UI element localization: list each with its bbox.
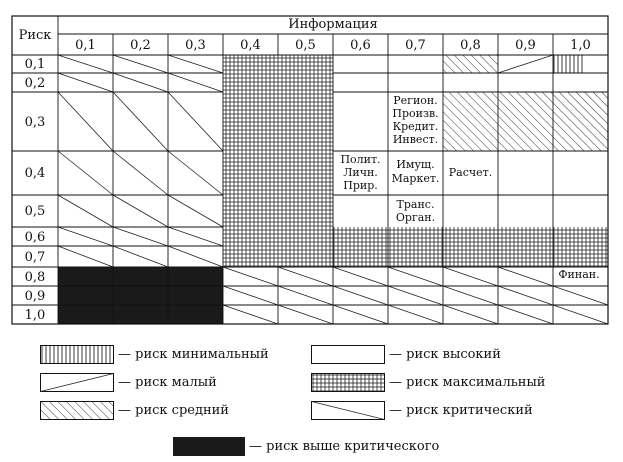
cell-label-invest: Инвест. <box>392 133 439 146</box>
legend-maximal <box>311 373 545 392</box>
info-value-04: 0,4 <box>240 38 261 53</box>
cell-label-raschet: Расчет. <box>448 166 493 179</box>
medium-region-03 <box>443 92 608 151</box>
cell-label-lichn: Личн. <box>343 166 378 179</box>
cell-label-kredit: Кредит. <box>392 120 439 133</box>
legend-swatch-medium <box>40 401 114 420</box>
minimal-cell-10-01 <box>553 55 583 73</box>
info-value-02: 0,2 <box>130 38 151 53</box>
legend-small <box>40 373 217 392</box>
legend-medium <box>40 401 229 420</box>
risk-value-07: 0,7 <box>24 250 46 265</box>
legend-swatch-high <box>311 345 385 364</box>
cell-label-region: Регион. <box>393 94 438 107</box>
legend-minimal <box>40 345 269 364</box>
cell-label-imush: Имущ. <box>396 158 435 171</box>
info-value-05: 0,5 <box>295 38 316 53</box>
info-value-03: 0,3 <box>185 38 206 53</box>
maximal-region-top <box>223 55 333 227</box>
info-value-08: 0,8 <box>460 38 481 53</box>
info-value-01: 0,1 <box>75 38 96 53</box>
medium-cell-08-01 <box>443 55 498 73</box>
legend-label-minimal: — риск минимальный <box>118 347 269 362</box>
information-axis-label: Информация <box>288 17 378 32</box>
risk-value-09: 0,9 <box>24 289 46 304</box>
cell-label-organ: Орган. <box>395 211 436 224</box>
cell-label-market: Маркет. <box>391 172 440 185</box>
legend-label-high: — риск высокий <box>389 347 501 362</box>
risk-value-10: 1,0 <box>24 308 46 323</box>
info-value-09: 0,9 <box>515 38 536 53</box>
legend-label-small: — риск малый <box>118 375 217 390</box>
risk-axis-label: Риск <box>18 28 52 43</box>
legend-swatch-critical <box>311 401 385 420</box>
cell-label-finan: Финан. <box>558 268 600 281</box>
legend-critical <box>311 401 533 420</box>
cell-label-polit: Полит. <box>340 153 381 166</box>
legend-above-critical <box>173 437 439 456</box>
maximal-region-band <box>223 227 608 267</box>
risk-value-01: 0,1 <box>24 57 46 72</box>
info-value-06: 0,6 <box>350 38 371 53</box>
info-value-10: 1,0 <box>570 38 591 53</box>
cell-label-proizv: Произв. <box>392 107 439 120</box>
risk-value-02: 0,2 <box>24 76 46 91</box>
legend-label-medium: — риск средний <box>118 403 229 418</box>
cell-label-trans: Транс. <box>396 198 435 211</box>
risk-value-08: 0,8 <box>24 270 46 285</box>
risk-value-04: 0,4 <box>24 166 46 181</box>
above-critical-region <box>58 267 223 324</box>
legend-swatch-small <box>40 373 114 392</box>
risk-value-06: 0,6 <box>24 230 46 245</box>
legend-label-above-critical: — риск выше критического <box>249 439 440 454</box>
legend-high <box>311 345 501 364</box>
cell-label-prir: Прир. <box>343 179 378 192</box>
legend-swatch-minimal <box>40 345 114 364</box>
risk-value-05: 0,5 <box>24 204 46 219</box>
legend-swatch-above-critical <box>173 437 245 456</box>
risk-value-03: 0,3 <box>24 115 46 130</box>
legend-label-maximal: — риск максимальный <box>389 375 546 390</box>
legend-swatch-maximal <box>311 373 385 392</box>
info-value-07: 0,7 <box>405 38 426 53</box>
legend-label-critical: — риск критический <box>389 403 533 418</box>
